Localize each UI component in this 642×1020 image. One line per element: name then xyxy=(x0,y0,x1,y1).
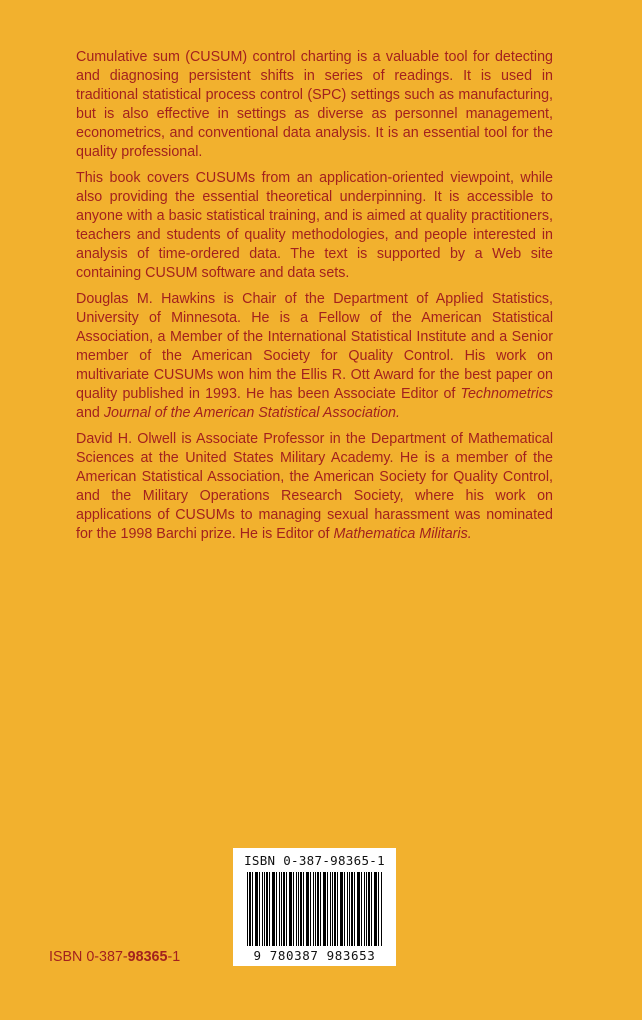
hawkins-bio-text: Douglas M. Hawkins is Chair of the Department of Applied Statistics, University of Minnesota. He is a Fellow of the American Statistical Association, a Member of the International Statistical Institute and a Senior member of the American Society for Quality Control. His work on multivariate CUSUMs won him the Ellis R. Ott Award for the best paper on quality published in 1993. He has been Associate Editor of xyxy=(76,291,553,402)
author-bio-olwell xyxy=(76,430,553,544)
isbn-suffix: -1 xyxy=(167,949,181,965)
isbn-barcode xyxy=(233,848,396,966)
journal-jasa: Journal of the American Statistical Association. xyxy=(103,405,400,421)
isbn-prefix: ISBN 0-387- xyxy=(49,949,128,965)
barcode-isbn-label: ISBN 0-387-98365-1 xyxy=(244,853,385,868)
isbn-footer xyxy=(49,949,180,965)
description-paragraph-2: This book covers CUSUMs from an application-oriented viewpoint, while also providing the essential theoretical underpinning. It is accessible to anyone with a basic statistical training, and is aimed at quality practitioners, teachers and students of quality methodologies, and people interested in analysis of time-ordered data. The text is supported by a Web site containing CUSUM software and data sets. xyxy=(76,170,553,281)
olwell-bio-text: David H. Olwell is Associate Professor in the Department of Mathematical Sciences at the United States Military Academy. He is a member of the American Statistical Association, the American Society for Quality Control, and the Military Operations Research Society, where his work on applications of CUSUMs to managing sexual harassment was nominated for the 1998 Barchi prize. He is Editor of xyxy=(76,431,553,542)
description-paragraph-1: Cumulative sum (CUSUM) control charting is a valuable tool for detecting and diagnosing persistent shifts in series of readings. It is used in traditional statistical process control (SPC) settings such as manufacturing, but is also effective in settings as diverse as personnel management, econometrics, and conventional data analysis. It is an essential tool for the quality professional. xyxy=(76,49,553,160)
back-cover-text xyxy=(76,48,553,551)
journal-technometrics: Technometrics xyxy=(460,386,553,402)
isbn-bold-part: 98365 xyxy=(127,949,168,965)
journal-mathematica-militaris: Mathematica Militaris. xyxy=(333,526,472,542)
barcode-digits: 9 780387 983653 xyxy=(253,948,376,963)
and-text: and xyxy=(76,405,100,421)
barcode-bars xyxy=(247,872,383,946)
author-bio-hawkins xyxy=(76,290,553,423)
